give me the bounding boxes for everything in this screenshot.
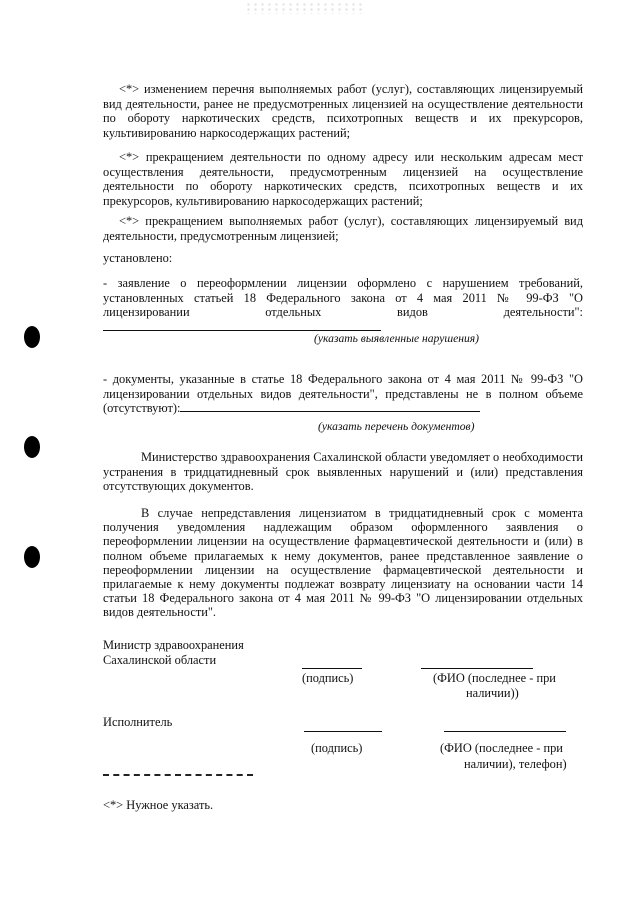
- executor-fio-caption-line1: (ФИО (последнее - при: [440, 741, 563, 755]
- minister-signature-caption: (подпись): [302, 671, 354, 685]
- punch-hole-middle: [24, 436, 40, 458]
- scan-speckle: [245, 2, 365, 14]
- executor-label: Исполнитель: [103, 715, 173, 729]
- minister-signature-line: [302, 668, 362, 669]
- violations-text: - заявление о переоформлении лицензии оформлено с нарушением требований, установленных статьей 18 Федерального закона от 4 мая 2011 № 99-ФЗ "О лицензировании отдельных видов деятельности":: [103, 276, 583, 320]
- paragraph-change-works: <*> изменением перечня выполняемых работ (услуг), составляющих лицензируемый вид деятельности, ранее не предусмотренных лицензией на осуществление деятельности по обороту наркотических средств, психотропных веществ и их прекурсоров, культивированию наркосодержащих растений;: [103, 82, 583, 140]
- punch-hole-bottom: [24, 546, 40, 568]
- minister-title-line1: Министр здравоохранения: [103, 638, 244, 652]
- paragraph-return-conditions: В случае непредставления лицензиатом в тридцатидневный срок с момента получения уведомления надлежащим образом оформленного заявления о переоформлении лицензии на осуществление фармацевтической деятельности и (или) в полном объеме прилагаемых к нему документов, ранее представленное заявление о переоформлении лицензии на осуществление фармацевтической деятельности и прилагаемые к нему документы подлежат возврату лицензиату на основании части 14 статьи 18 Федерального закона от 4 мая 2011 № 99-ФЗ "О лицензировании отдельных видов деятельности".: [103, 506, 583, 620]
- footnote-separator: [103, 774, 253, 776]
- paragraph-stop-addresses: <*> прекращением деятельности по одному адресу или нескольким адресам мест осуществления деятельности, предусмотренным лицензией на осуществление деятельности по обороту наркотических средств, психотропных веществ и их прекурсоров, культивированию наркосодержащих растений;: [103, 150, 583, 208]
- minister-title-line2: Сахалинской области: [103, 653, 217, 667]
- minister-fio-caption-line2: наличии)): [466, 686, 519, 700]
- executor-fio-caption-line2: наличии), телефон): [464, 757, 567, 771]
- note-violations: (указать выявленные нарушения): [314, 332, 480, 345]
- executor-fio-line: [444, 731, 566, 732]
- paragraph-violations: [103, 276, 583, 334]
- paragraph-notification: Министерство здравоохранения Сахалинской области уведомляет о необходимости устранения в тридцатидневный срок выявленных нарушений и (или) представления отсутствующих документов.: [103, 450, 583, 494]
- documents-text: - документы, указанные в статье 18 Федерального закона от 4 мая 2011 № 99-ФЗ "О лицензировании отдельных видов деятельности", представлены не в полном объеме (отсутствуют):: [103, 372, 583, 416]
- punch-hole-top: [24, 326, 40, 348]
- minister-fio-line: [421, 668, 533, 669]
- paragraph-documents: [103, 372, 583, 416]
- paragraph-established: установлено:: [103, 251, 173, 265]
- executor-signature-line: [304, 731, 382, 732]
- minister-fio-caption-line1: (ФИО (последнее - при: [433, 671, 556, 685]
- executor-signature-caption: (подпись): [311, 741, 363, 755]
- paragraph-stop-works: <*> прекращением выполняемых работ (услуг), составляющих лицензируемый вид деятельности, предусмотренным лицензией;: [103, 214, 583, 243]
- footnote: <*> Нужное указать.: [103, 798, 214, 812]
- note-documents: (указать перечень документов): [318, 420, 475, 433]
- documents-fill-line: [180, 401, 480, 412]
- violations-fill-line: [103, 320, 381, 331]
